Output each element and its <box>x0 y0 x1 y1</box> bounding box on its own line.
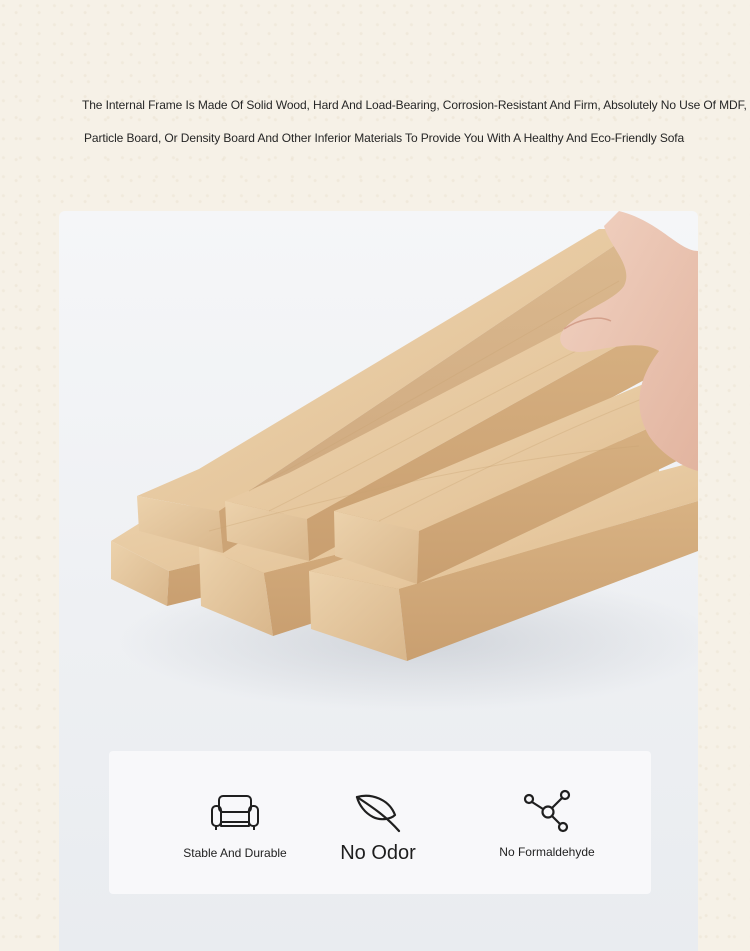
intro-line-2: Particle Board, Or Density Board And Other Inferior Materials To Provide You With A Healthy And Eco-Friendly Sofa <box>84 131 685 145</box>
sofa-icon <box>208 789 262 835</box>
intro-line-1: The Internal Frame Is Made Of Solid Wood, Hard And Load-Bearing, Corrosion-Resistant And Firm, Absolutely No Use Of MDF, <box>82 98 747 112</box>
feature-no-odor <box>288 751 468 894</box>
features-panel <box>109 751 651 894</box>
wood-planks-photo <box>59 211 698 951</box>
feature-no-formaldehyde <box>457 751 637 894</box>
feature-label: Stable And Durable <box>183 846 287 860</box>
feature-label: No Formaldehyde <box>499 845 595 859</box>
molecule-icon <box>520 789 574 835</box>
feature-label: No Odor <box>340 842 416 864</box>
leaf-icon <box>351 789 405 835</box>
